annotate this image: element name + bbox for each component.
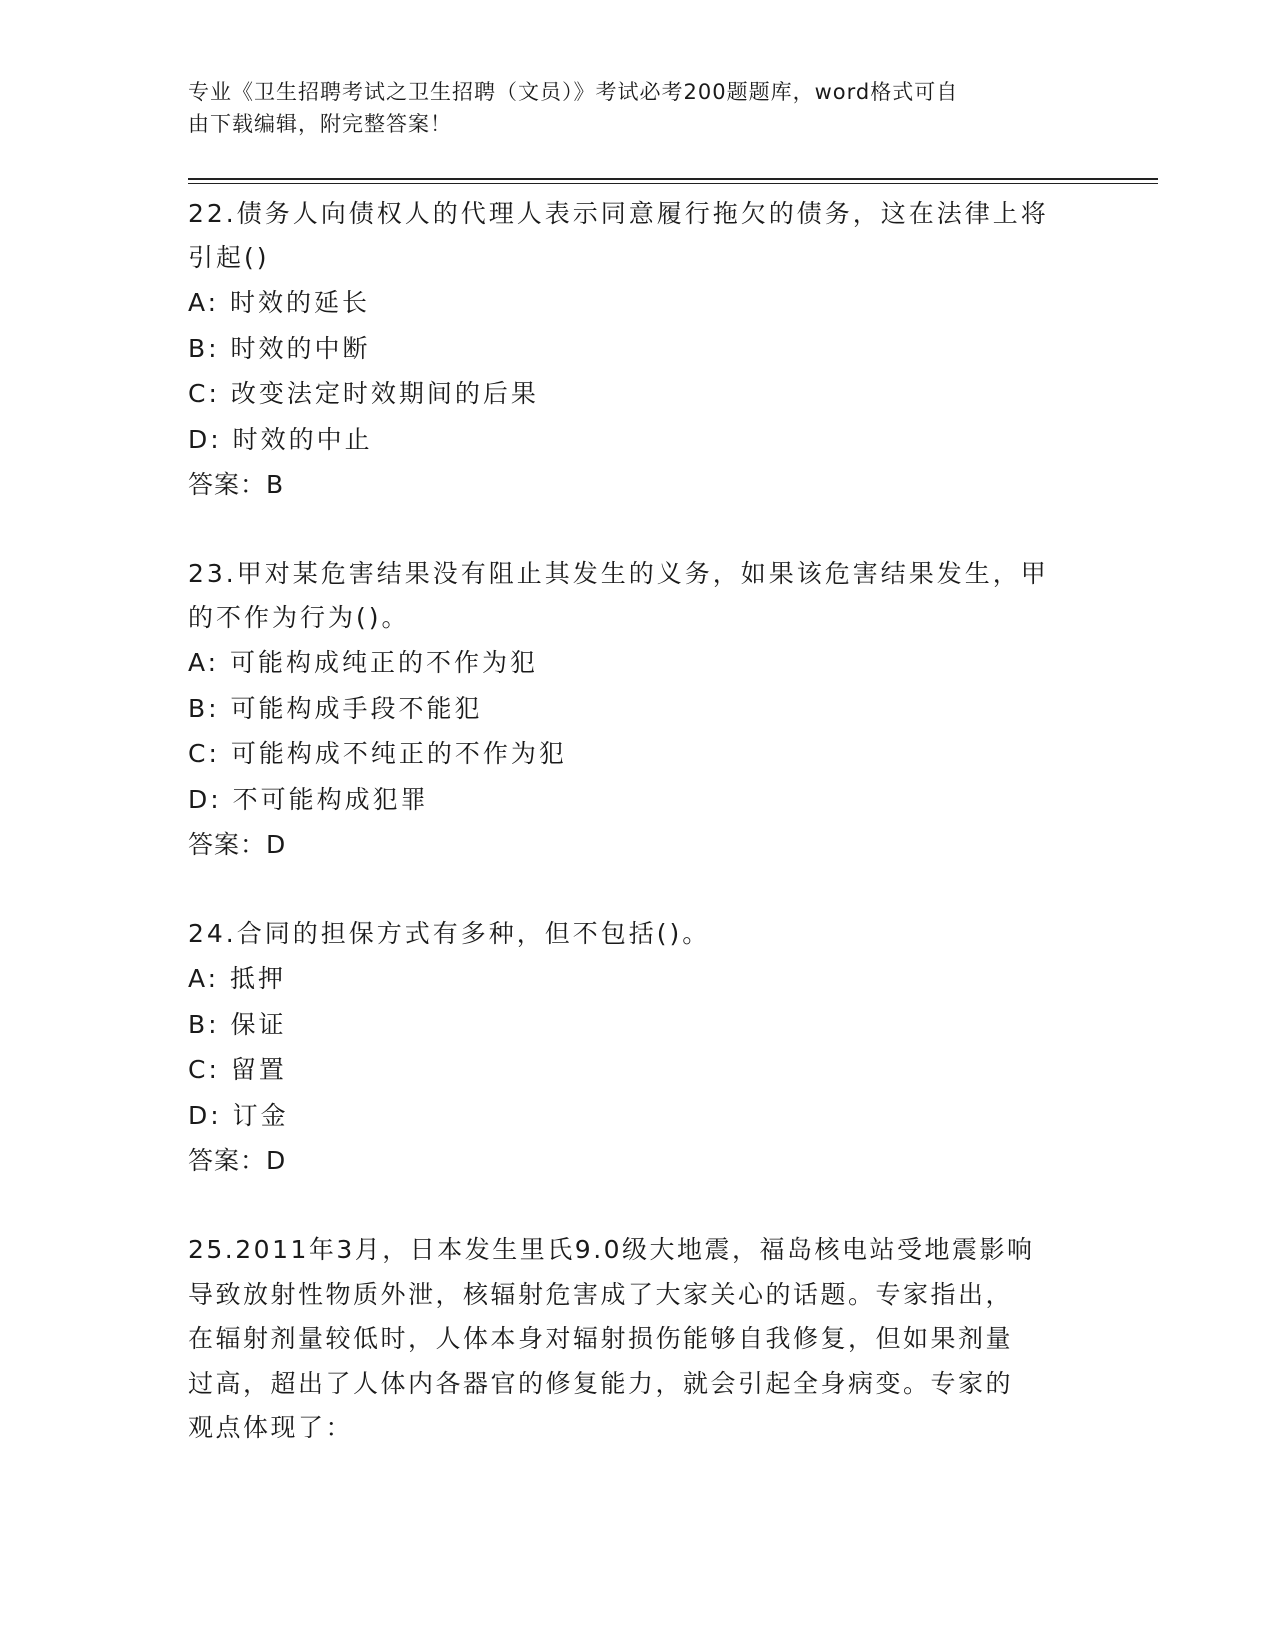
question-text-line: 25.2011年3月，日本发生里氏9.0级大地震，福岛核电站受地震影响 xyxy=(188,1235,1035,1264)
question-text-line: 22.债务人向债权人的代理人表示同意履行拖欠的债务，这在法律上将 xyxy=(188,199,1049,228)
option-c: C: 留置 xyxy=(188,1055,287,1084)
answer-line: 答案：D xyxy=(188,1146,287,1175)
questions-list xyxy=(188,192,1088,1451)
question-text-line: 在辐射剂量较低时，人体本身对辐射损伤能够自我修复，但如果剂量 xyxy=(188,1324,1014,1353)
option-c: C: 改变法定时效期间的后果 xyxy=(188,379,539,408)
header-rule-thin xyxy=(188,183,1158,184)
option-d: D: 时效的中止 xyxy=(188,424,373,454)
option-b: B: 可能构成手段不能犯 xyxy=(188,693,483,723)
question-spacer xyxy=(188,507,1088,552)
answer-line: 答案：B xyxy=(188,470,285,499)
question-24 xyxy=(188,912,1088,1183)
question-spacer xyxy=(188,1183,1088,1228)
option-d: D: 不可能构成犯罪 xyxy=(188,784,429,814)
question-23 xyxy=(188,552,1088,867)
option-b: B: 保证 xyxy=(188,1009,287,1039)
document-header xyxy=(188,76,1088,140)
question-22 xyxy=(188,192,1088,507)
header-rule-thick xyxy=(188,178,1158,180)
question-text-line: 24.合同的担保方式有多种，但不包括()。 xyxy=(188,919,711,948)
option-a: A: 可能构成纯正的不作为犯 xyxy=(188,648,539,677)
header-line-2: 由下载编辑，附完整答案！ xyxy=(188,112,452,136)
option-c: C: 可能构成不纯正的不作为犯 xyxy=(188,739,567,768)
option-d: D: 订金 xyxy=(188,1100,289,1130)
answer-line: 答案：D xyxy=(188,830,287,859)
question-text-line: 观点体现了： xyxy=(188,1413,354,1442)
question-spacer xyxy=(188,867,1088,912)
question-text-line: 引起() xyxy=(188,243,270,272)
option-a: A: 抵押 xyxy=(188,964,287,993)
question-text-line: 过高，超出了人体内各器官的修复能力，就会引起全身病变。专家的 xyxy=(188,1368,1014,1398)
question-text-line: 导致放射性物质外泄，核辐射危害成了大家关心的话题。专家指出， xyxy=(188,1279,1014,1309)
option-b: B: 时效的中断 xyxy=(188,333,371,363)
header-line-1: 专业《卫生招聘考试之卫生招聘（文员）》考试必考200题题库，word格式可自 xyxy=(188,80,959,104)
option-a: A: 时效的延长 xyxy=(188,288,371,317)
question-25 xyxy=(188,1228,1088,1451)
question-text-line: 的不作为行为()。 xyxy=(188,603,410,632)
question-text-line: 23.甲对某危害结果没有阻止其发生的义务，如果该危害结果发生，甲 xyxy=(188,559,1049,588)
